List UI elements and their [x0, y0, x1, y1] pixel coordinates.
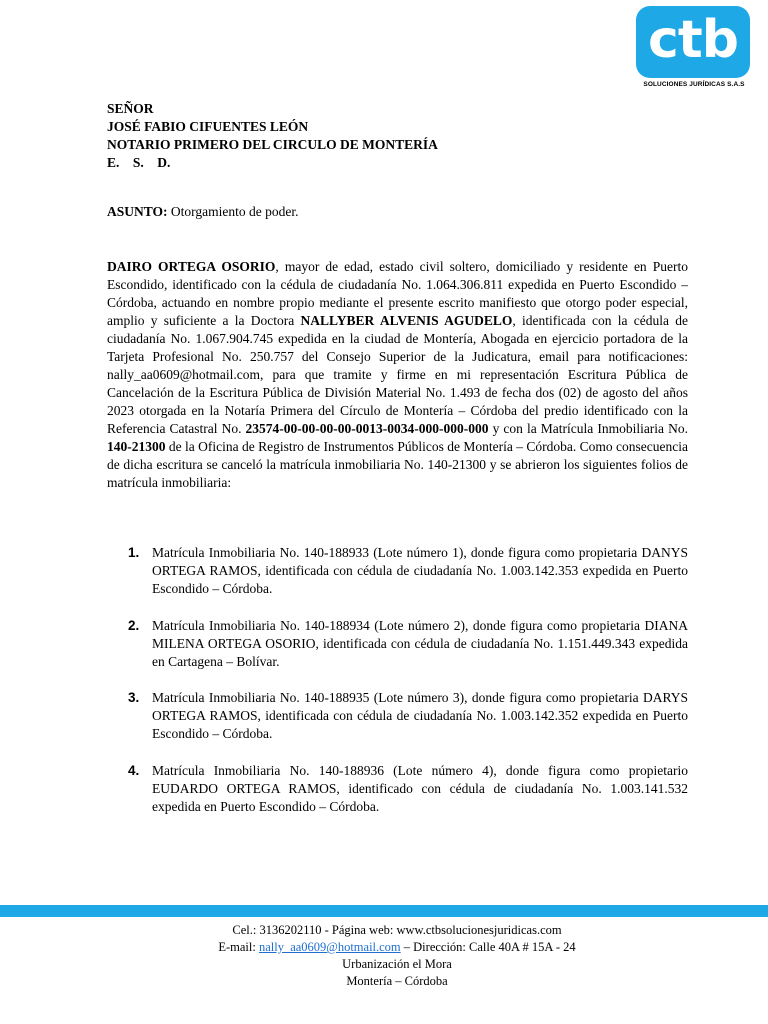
body-text-1: , mayor de edad, estado civil soltero, domiciliado y residente en Puerto Escondido, identificado con la cédula de ciudadanía No. 1.064.306.811 expedida en Puerto Escondido – Córdoba, actuando en nombre propio mediante el presente escrito manifiesto que otorgo poder especial, amplio y suficiente a la Doctora [107, 259, 688, 328]
list-number: 4. [128, 763, 140, 778]
footer-neighborhood: Urbanización el Mora [342, 957, 452, 971]
list-item [107, 617, 688, 671]
subject-label: ASUNTO: [107, 204, 168, 219]
footer-email-address-line [0, 939, 768, 956]
list-number: 2. [128, 618, 140, 633]
footer-divider-bar [0, 905, 768, 917]
matricula-number: 140-21300 [107, 439, 166, 454]
addressee-esd: E. S. D. [107, 155, 171, 170]
attorney-name: NALLYBER ALVENIS AGUDELO [300, 313, 513, 328]
addressee-block [107, 100, 438, 172]
footer-city: Montería – Córdoba [346, 974, 448, 988]
grantor-name: DAIRO ORTEGA OSORIO [107, 259, 276, 274]
footer-email-label: E-mail: [218, 940, 259, 954]
footer [0, 922, 768, 990]
body-paragraph [107, 258, 688, 492]
addressee-name: JOSÉ FABIO CIFUENTES LEÓN [107, 119, 309, 134]
list-item-text: Matrícula Inmobiliaria No. 140-188933 (Lote número 1), donde figura como propietaria DANYS ORTEGA RAMOS, identificada con cédula de ciudadanía No. 1.003.142.353 expedida en Puerto Escondido – Córdoba. [152, 545, 688, 596]
subject-line [107, 204, 299, 220]
logo-text: ctb [648, 10, 738, 70]
list-number: 3. [128, 690, 140, 705]
email-link[interactable]: nally_aa0609@hotmail.com [258, 940, 401, 954]
list-item [107, 544, 688, 598]
body-text-4: de la Oficina de Registro de Instrumentos Públicos de Montería – Córdoba. Como consecuencia de dicha escritura se canceló la matrícula inmobiliaria No. 140-21300 y se abrieron los siguientes folios de matrícula inmobiliaria: [107, 439, 688, 490]
body-text-3: y con la Matrícula Inmobiliaria No. [488, 421, 688, 436]
list-item-text: Matrícula Inmobiliaria No. 140-188934 (Lote número 2), donde figura como propietaria DIANA MILENA ORTEGA OSORIO, identificada con cédula de ciudadanía No. 1.151.449.343 expedida en Cartagena – Bolívar. [152, 618, 688, 669]
cadastral-reference: 23574-00-00-00-00-0013-0034-000-000-000 [245, 421, 489, 436]
list-number: 1. [128, 545, 140, 560]
logo-subtitle: SOLUCIONES JURÍDICAS S.A.S [643, 81, 745, 88]
subject-text: Otorgamiento de poder. [167, 204, 299, 219]
list-item [107, 762, 688, 816]
addressee-salutation: SEÑOR [107, 101, 154, 116]
addressee-title: NOTARIO PRIMERO DEL CIRCULO DE MONTERÍA [107, 137, 438, 152]
footer-address: – Dirección: Calle 40A # 15A - 24 [400, 940, 576, 954]
company-logo [636, 6, 750, 78]
list-item [107, 689, 688, 743]
list-item-text: Matrícula Inmobiliaria No. 140-188935 (Lote número 3), donde figura como propietaria DARYS ORTEGA RAMOS, identificada con cédula de ciudadanía No. 1.003.142.352 expedida en Puerto Escondido – Córdoba. [152, 690, 688, 741]
body-text-2: , identificada con la cédula de ciudadanía No. 1.067.904.745 expedida en la ciudad de Montería, Abogada en ejercicio portadora de la Tarjeta Profesional No. 250.757 del Consejo Superior de la Judicatura, email para notificaciones: nally_aa0609@hotmail.com, para que tramite y firme en mi representación Escritura Pública de Cancelación de la Escritura Pública de División Material No. 1.493 de fecha dos (02) de agosto del años 2023 otorgada en la Notaría Primera del Círculo de Montería – Córdoba del predio identificado con la Referencia Catastral No. [107, 313, 689, 436]
footer-contact: Cel.: 3136202110 - Página web: www.ctbsolucionesjuridicas.com [232, 923, 562, 937]
list-item-text: Matrícula Inmobiliaria No. 140-188936 (Lote número 4), donde figura como propietario EUDARDO ORTEGA RAMOS, identificado con cédula de ciudadanía No. 1.003.141.532 expedida en Puerto Escondido – Córdoba. [152, 763, 688, 814]
